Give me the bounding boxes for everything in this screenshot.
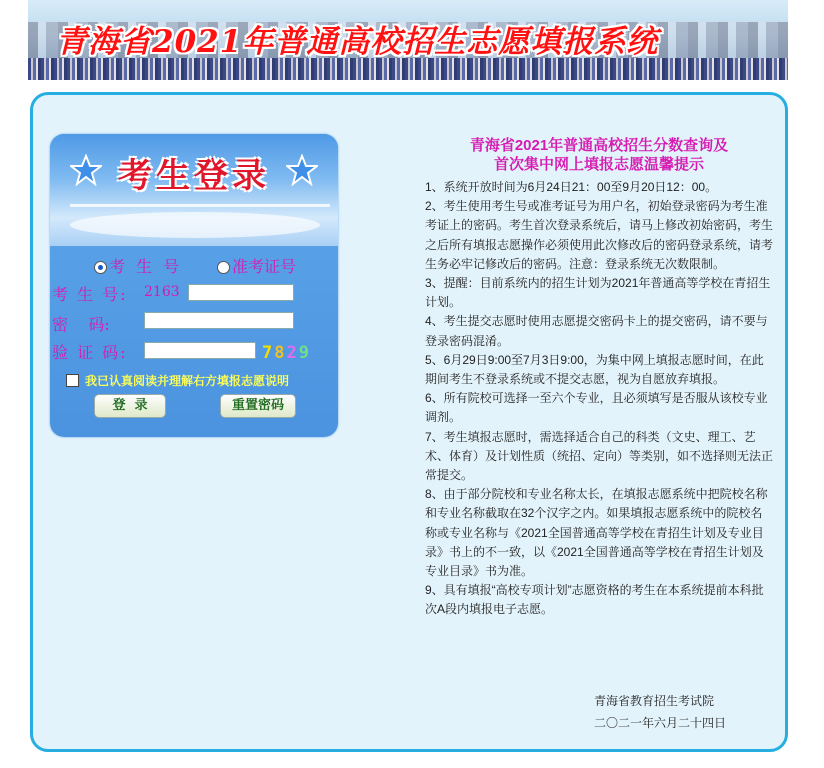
password-input[interactable] bbox=[144, 312, 294, 329]
notice-item: 9、具有填报“高校专项计划”志愿资格的考生在本系统提前本科批次A段内填报电子志愿。 bbox=[425, 583, 764, 617]
notice-title-line: 青海省2021年普通高校招生分数查询及 bbox=[469, 137, 729, 154]
radio-ksh-label: 考 生 号 bbox=[109, 257, 183, 276]
header-divider bbox=[70, 204, 330, 207]
login-heading: 考生登录 bbox=[118, 156, 270, 196]
captcha-char: 9 bbox=[298, 343, 311, 363]
notice-item: 5、6月29日9:00至7月3日9:00，为集中网上填报志愿时间，在此期间考生不登录系统或不提交志愿，视为自愿放弃填报。 bbox=[425, 352, 764, 387]
notice-section bbox=[425, 136, 773, 620]
captcha-char: 2 bbox=[286, 343, 299, 363]
password-label: 密 码: bbox=[52, 315, 110, 334]
ksh-prefix: 2163 bbox=[144, 284, 180, 300]
radio-selected-icon[interactable] bbox=[94, 261, 107, 274]
ksh-input[interactable] bbox=[188, 284, 294, 301]
star-icon bbox=[286, 154, 318, 186]
signature-date: 二〇二一年六月二十四日 bbox=[594, 716, 727, 730]
login-button[interactable]: 登 录 bbox=[94, 394, 166, 418]
agree-checkbox[interactable] bbox=[66, 374, 79, 387]
notice-title bbox=[425, 136, 773, 174]
captcha-input[interactable] bbox=[144, 342, 256, 359]
signature-org: 青海省教育招生考试院 bbox=[594, 694, 715, 708]
agree-row[interactable] bbox=[66, 370, 289, 389]
header-banner bbox=[28, 0, 788, 80]
captcha-image[interactable] bbox=[262, 343, 311, 363]
login-box bbox=[50, 134, 338, 437]
notice-item: 8、由于部分院校和专业名称太长，在填报志愿系统中把院校名称和专业名称截取在32个汉字之内。如果填报志愿系统中的院校名称或专业名称与《2021全国普通高等学校在青招生计划及专业目录》书上的不一致，以《2021全国普通高等学校在青招生计划及专业目录》书为准。 bbox=[425, 487, 768, 579]
notice-item: 2、考生使用考生号或准考证号为用户名，初始登录密码为考生准考证上的密码。考生首次登录系统后，请马上修改初始密码，考生之后所有填报志愿操作必须使用此次修改后的密码登录系统，请考生务必牢记修改后的密码。注意：登录系统无次数限制。 bbox=[425, 199, 774, 271]
notice-item: 3、提醒：目前系统内的招生计划为2021年普通高等学校在青招生计划。 bbox=[425, 276, 771, 310]
captcha-char: 7 bbox=[262, 343, 275, 363]
system-title: 青海省2021年普通高校招生志愿填报系统 bbox=[56, 24, 659, 60]
notice-item: 4、考生提交志愿时使用志愿提交密码卡上的提交密码，请不要与登录密码混淆。 bbox=[425, 314, 768, 348]
captcha-char: 8 bbox=[274, 343, 287, 363]
reset-password-button[interactable]: 重置密码 bbox=[220, 394, 296, 418]
notice-item: 1、系统开放时间为6月24日21：00至9月20日12：00。 bbox=[425, 180, 718, 194]
captcha-label: 验 证 码: bbox=[52, 343, 128, 362]
notice-item: 7、考生填报志愿时，需选择适合自己的科类（文史、理工、艺术、体育）及计划性质（统招、定向）等类别，如不选择则无法正常提交。 bbox=[425, 429, 774, 483]
radio-zkzh[interactable] bbox=[217, 254, 296, 277]
banner-crowd-image bbox=[28, 58, 788, 80]
agree-label: 我已认真阅读并理解右方填报志愿说明 bbox=[85, 374, 290, 388]
header-wave-decoration bbox=[70, 212, 320, 238]
notice-title-line: 首次集中网上填报志愿温馨提示 bbox=[493, 156, 704, 173]
ksh-label: 考 生 号: bbox=[52, 285, 128, 304]
radio-zkzh-label: 准考证号 bbox=[232, 257, 297, 276]
notice-item: 6、所有院校可选择一至六个专业，且必须填写是否服从该校专业调剂。 bbox=[425, 391, 768, 425]
radio-unselected-icon[interactable] bbox=[217, 261, 230, 274]
radio-ksh[interactable] bbox=[94, 254, 182, 277]
